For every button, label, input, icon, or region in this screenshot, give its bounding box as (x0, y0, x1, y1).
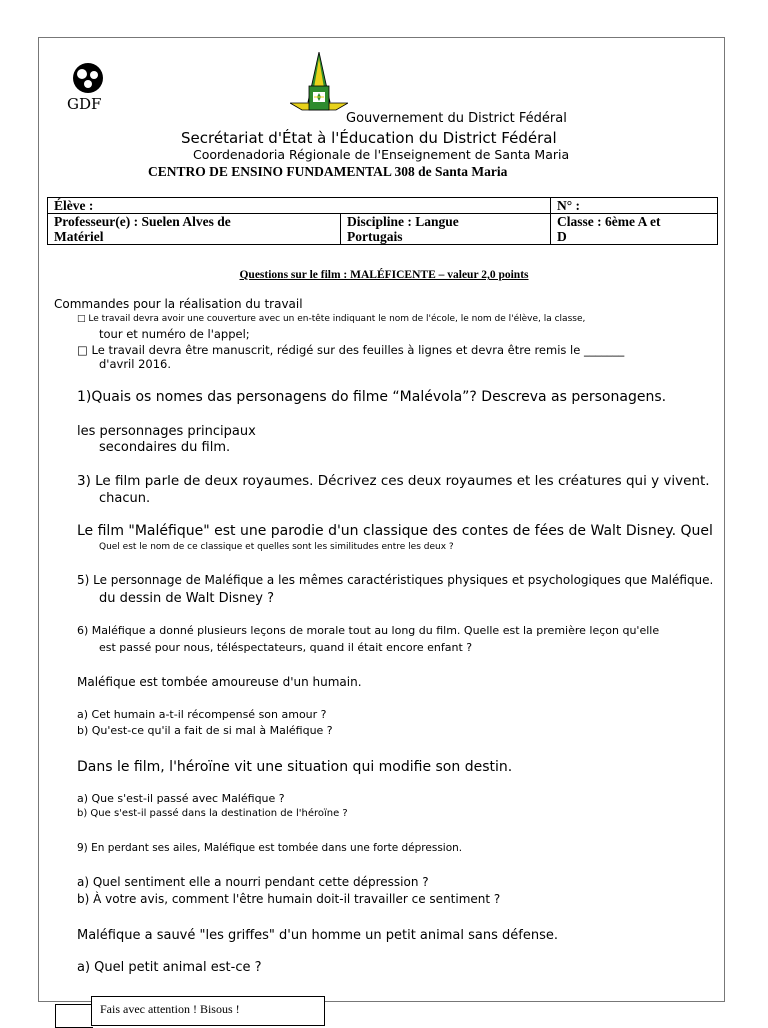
question-9a: a) Quel sentiment elle a nourri pendant cette dépression ? (77, 875, 429, 889)
gdf-logo (68, 61, 108, 99)
question-8: Dans le film, l'héroïne vit une situation qui modifie son destin. (77, 759, 513, 775)
question-6: 6) Maléfique a donné plusieurs leçons de morale tout au long du film. Quelle est la première leçon qu'elle (77, 624, 660, 637)
question-8b: b) Que s'est-il passé dans la destination de l'héroïne ? (77, 808, 348, 819)
district-emblem (290, 52, 348, 118)
teacher-line-1: Professeur(e) : Suelen Alves de (54, 214, 231, 229)
gdf-logo-icon (68, 61, 108, 95)
student-info-table (47, 197, 718, 245)
class-cell (551, 214, 718, 245)
question-7a: a) Cet humain a-t-il récompensé son amour ? (77, 708, 327, 721)
corner-box (55, 1004, 93, 1028)
question-8a: a) Que s'est-il passé avec Maléfique ? (77, 792, 285, 805)
government-line: Gouvernement du District Fédéral (346, 111, 567, 126)
question-10a: a) Quel petit animal est-ce ? (77, 960, 262, 975)
class-line-2: D (557, 229, 567, 244)
discipline-line-1: Discipline : Langue (347, 214, 459, 229)
teacher-cell (48, 214, 341, 245)
question-1: 1)Quais os nomes das personagens do filme “Malévola”? Descreva as personagens. (77, 389, 667, 405)
class-line-1: Classe : 6ème A et (557, 214, 661, 229)
teacher-line-2: Matériel (54, 229, 104, 244)
question-3-cont: chacun. (99, 491, 151, 506)
question-7: Maléfique est tombée amoureuse d'un humain. (77, 675, 362, 689)
instruction-1: □ Le travail devra avoir une couverture avec un en-tête indiquant le nom de l'école, le nom de l'élève, la classe, (77, 314, 586, 324)
instruction-1-cont: tour et numéro de l'appel; (99, 327, 250, 341)
document-title (0, 269, 768, 281)
discipline-line-2: Portugais (347, 229, 403, 244)
question-9b: b) À votre avis, comment l'être humain doit-il travailler ce sentiment ? (77, 892, 501, 906)
question-10: Maléfique a sauvé "les griffes" d'un homme un petit animal sans défense. (77, 928, 558, 943)
question-9: 9) En perdant ses ailes, Maléfique est tombée dans une forte dépression. (77, 842, 463, 854)
question-5-cont: du dessin de Walt Disney ? (99, 591, 274, 606)
gdf-label: GDF (67, 95, 102, 113)
question-7b: b) Qu'est-ce qu'il a fait de si mal à Maléfique ? (77, 724, 333, 737)
question-4: Le film "Maléfique" est une parodie d'un classique des contes de fées de Walt Disney. Quel (77, 523, 713, 539)
instruction-2: □ Le travail devra être manuscrit, rédigé sur des feuilles à lignes et devra être remis le _______ (77, 343, 625, 357)
secretariat-line: Secrétariat d'État à l'Éducation du District Fédéral (181, 129, 557, 147)
student-field: Élève : (48, 198, 551, 214)
school-name: CENTRO DE ENSINO FUNDAMENTAL 308 de Santa Maria (148, 164, 508, 179)
footer-note: Fais avec attention ! Bisous ! (91, 996, 325, 1026)
document-title-text: Questions sur le film : MALÉFICENTE – valeur 2,0 points (239, 269, 529, 281)
coordination-line: Coordenadoria Régionale de l'Enseignement de Santa Maria (193, 147, 570, 162)
brasilia-emblem-icon (290, 52, 348, 114)
question-6-cont: est passé pour nous, téléspectateurs, quand il était encore enfant ? (99, 641, 473, 654)
question-3: 3) Le film parle de deux royaumes. Décrivez ces deux royaumes et les créatures qui y vivent. (77, 473, 710, 489)
question-4-cont: Quel est le nom de ce classique et quelles sont les similitudes entre les deux ? (99, 542, 454, 552)
instructions-heading: Commandes pour la réalisation du travail (54, 297, 303, 311)
question-2: les personnages principaux (77, 424, 256, 439)
discipline-cell (341, 214, 551, 245)
number-field: N° : (551, 198, 718, 214)
question-2-cont: secondaires du film. (99, 440, 231, 455)
page-border (38, 37, 725, 1002)
instruction-2-cont: d'avril 2016. (99, 357, 172, 371)
question-5: 5) Le personnage de Maléfique a les mêmes caractéristiques physiques et psychologiques que Maléfique. (77, 573, 714, 587)
